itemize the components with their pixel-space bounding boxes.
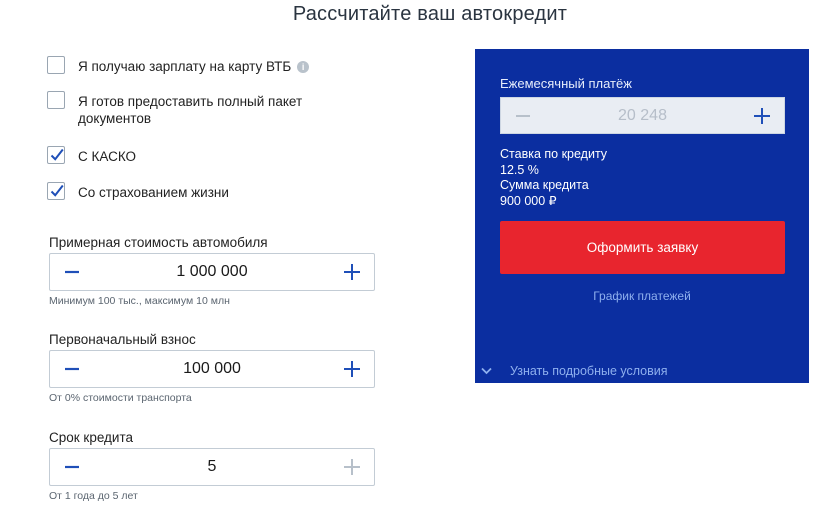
checkbox-full-documents[interactable] bbox=[47, 91, 65, 109]
option-life-insurance[interactable] bbox=[47, 182, 229, 201]
car-price-label: Примерная стоимость автомобиля bbox=[49, 235, 268, 250]
apply-button[interactable]: Оформить заявку bbox=[500, 221, 785, 274]
minus-icon bbox=[515, 108, 531, 124]
option-kasko[interactable] bbox=[47, 146, 136, 165]
down-payment-minus-button[interactable] bbox=[50, 351, 94, 387]
down-payment-hint: От 0% стоимости транспорта bbox=[49, 392, 192, 404]
loan-term-label: Срок кредита bbox=[49, 430, 134, 445]
option-full-documents-label: Я готов предоставить полный пакет документов bbox=[78, 94, 303, 126]
amount-label: Сумма кредита bbox=[500, 178, 589, 192]
option-full-documents[interactable] bbox=[47, 91, 328, 127]
page-title: Рассчитайте ваш автокредит bbox=[292, 3, 568, 25]
car-price-plus-button[interactable] bbox=[330, 254, 374, 290]
minus-icon bbox=[64, 361, 80, 377]
plus-icon bbox=[343, 458, 361, 476]
minus-icon bbox=[64, 264, 80, 280]
down-payment-input[interactable]: 100 000 bbox=[183, 360, 241, 377]
checkbox-life-insurance[interactable] bbox=[47, 182, 65, 200]
details-link-label: Узнать подробные условия bbox=[510, 364, 668, 378]
loan-term-input[interactable]: 5 bbox=[207, 458, 217, 475]
loan-term-stepper bbox=[49, 448, 375, 486]
down-payment-label: Первоначальный взнос bbox=[49, 332, 196, 347]
plus-icon bbox=[753, 107, 771, 125]
down-payment-stepper bbox=[49, 350, 375, 388]
checkbox-salary-card[interactable] bbox=[47, 56, 65, 74]
option-salary-card[interactable] bbox=[47, 56, 309, 75]
option-kasko-label: С КАСКО bbox=[78, 149, 137, 164]
monthly-payment-stepper bbox=[500, 97, 785, 134]
car-price-input[interactable]: 1 000 000 bbox=[176, 263, 248, 280]
car-price-minus-button[interactable] bbox=[50, 254, 94, 290]
loan-term-minus-button[interactable] bbox=[50, 449, 94, 485]
amount-value: 900 000 ₽ bbox=[500, 193, 557, 208]
rate-value: 12.5 % bbox=[500, 162, 539, 177]
checkmark-icon bbox=[49, 147, 65, 163]
option-salary-card-label: Я получаю зарплату на карту ВТБ bbox=[78, 59, 292, 74]
result-panel bbox=[475, 49, 809, 383]
plus-icon bbox=[343, 360, 361, 378]
minus-icon bbox=[64, 459, 80, 475]
car-price-hint: Минимум 100 тыс., максимум 10 млн bbox=[49, 295, 230, 307]
plus-icon bbox=[343, 263, 361, 281]
checkbox-kasko[interactable] bbox=[47, 146, 65, 164]
payment-schedule-link[interactable]: График платежей bbox=[593, 289, 691, 303]
monthly-payment-label: Ежемесячный платёж bbox=[500, 76, 632, 91]
details-toggle[interactable] bbox=[481, 364, 668, 378]
option-life-insurance-label: Со страхованием жизни bbox=[78, 185, 229, 200]
rate-label: Ставка по кредиту bbox=[500, 147, 608, 161]
loan-term-plus-button[interactable] bbox=[330, 449, 374, 485]
loan-summary bbox=[500, 147, 607, 209]
car-price-stepper bbox=[49, 253, 375, 291]
monthly-payment-input[interactable]: 20 248 bbox=[618, 107, 667, 124]
down-payment-plus-button[interactable] bbox=[330, 351, 374, 387]
loan-term-hint: От 1 года до 5 лет bbox=[49, 490, 138, 502]
chevron-down-icon bbox=[481, 367, 492, 375]
monthly-payment-minus-button[interactable] bbox=[501, 98, 545, 133]
info-icon[interactable]: i bbox=[297, 61, 309, 73]
monthly-payment-plus-button[interactable] bbox=[740, 98, 784, 133]
checkmark-icon bbox=[49, 183, 65, 199]
